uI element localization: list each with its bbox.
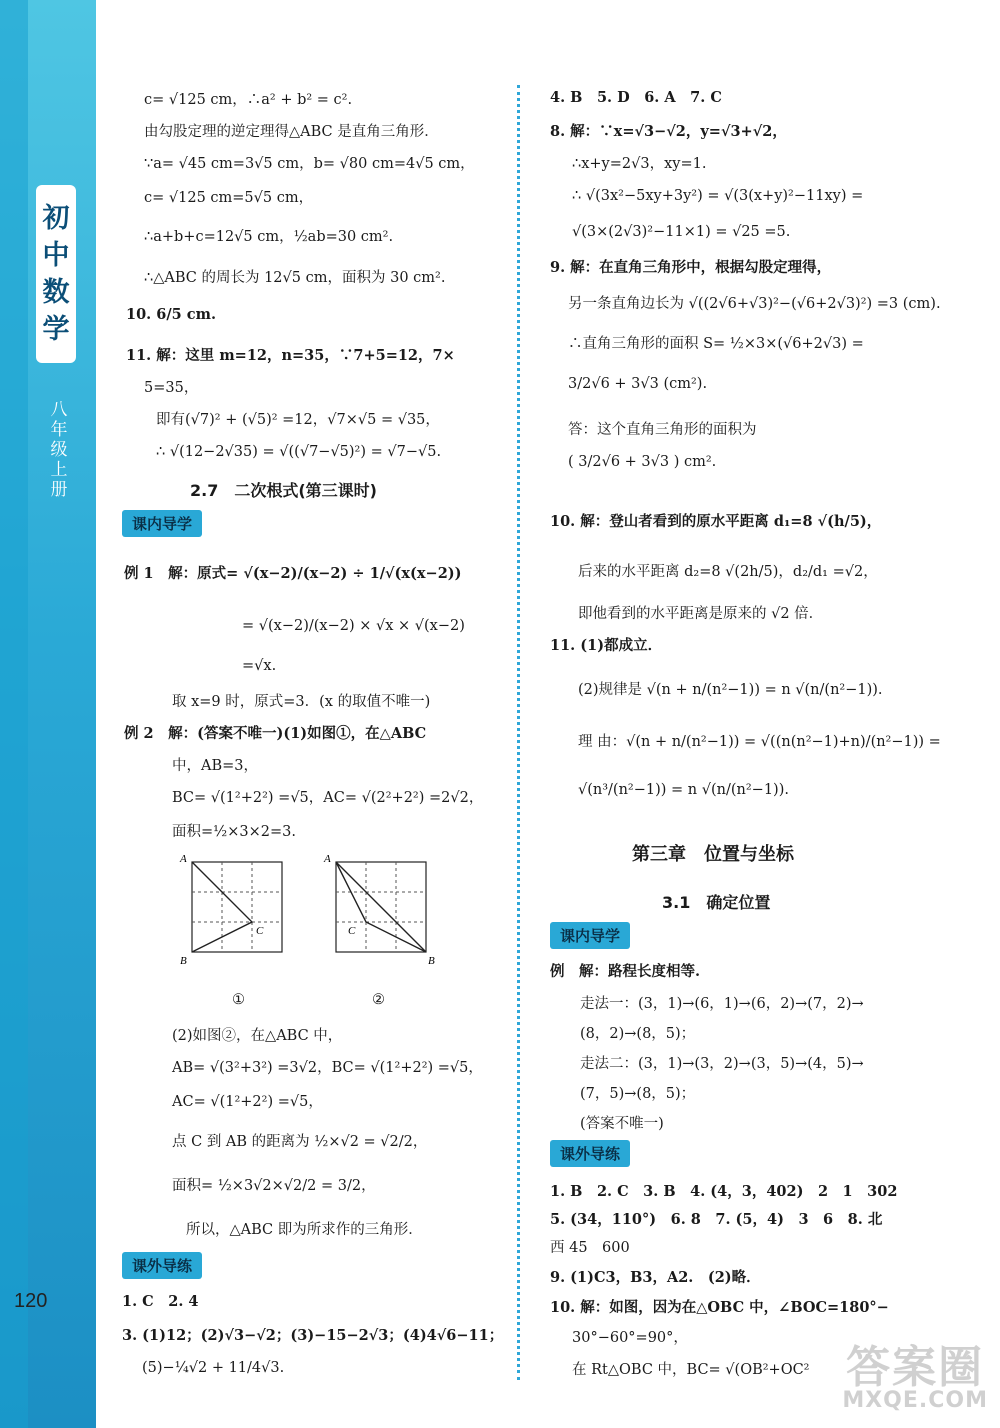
watermark-top: 答案圈 [846,1342,985,1393]
text-line: (答案不唯一) [580,1116,664,1132]
text-line: 点 C 到 AB 的距离为 ½×√2 = √2/2， [172,1134,428,1150]
text-line: AB= √(3²+3²) =3√2，BC= √(1²+2²) =√5， [172,1060,483,1076]
text-line: 即有(√7)² + (√5)² =12，√7×√5 = √35， [156,412,440,428]
text-line: ∴直角三角形的面积 S= ½×3×(√6+2√3) = [568,336,864,352]
text-line: ∴△ABC 的周长为 12√5 cm，面积为 30 cm². [144,270,446,286]
watermark-logo [842,1342,988,1413]
grid-figures [176,852,446,992]
subject-char: 初 [42,203,70,234]
answer-line: 西 45 600 [550,1240,630,1256]
example-1: 例 1 解：原式= √(x−2)/(x−2) ÷ 1/√(x(x−2)) [124,565,462,582]
question-10: 10. 6/5 cm. [126,306,217,323]
text-line: (8，2)→(8，5)； [580,1026,696,1042]
text-line: 中，AB=3， [172,758,259,774]
figure-caption: ① [232,992,245,1008]
text-line: (7，5)→(8，5)； [580,1086,696,1102]
svg-text:B: B [180,955,187,967]
text-line: =√x. [242,658,277,674]
svg-text:B: B [428,955,435,967]
grade-label [46,400,72,500]
text-line: 理 由：√(n + n/(n²−1)) = √((n(n²−1)+n)/(n²−1)) = [578,734,941,750]
chapter-title: 第三章 位置与坐标 [632,844,794,865]
question-10: 10. 解：登山者看到的原水平距离 d₁=8 √(h/5)， [550,513,882,530]
column-divider [517,85,520,1380]
example-line: 例 解：路程长度相等. [550,963,701,980]
sidebar-stripe [0,0,28,1428]
figure-2 [323,853,435,967]
text-line: 3/2√6 + 3√3 (cm²). [568,376,708,392]
section-badge: 课内导学 [550,922,630,949]
svg-text:C: C [348,925,356,937]
subject-tab [36,185,76,363]
subject-char: 中 [42,240,70,271]
text-line: 后来的水平距离 d₂=8 √(2h/5)，d₂/d₁ =√2， [578,564,878,580]
page-number: 120 [14,1290,48,1312]
watermark-bottom: MXQE.COM [842,1388,988,1413]
text-line: 即他看到的水平距离是原来的 √2 倍． [578,606,824,622]
question-9: 9. 解：在直角三角形中，根据勾股定理得， [550,259,832,276]
text-line: BC= √(1²+2²) =√5，AC= √(2²+2²) =2√2， [172,790,484,806]
svg-text:A: A [324,853,331,865]
text-line: ∴a+b+c=12√5 cm，½ab=30 cm². [144,229,394,245]
answer-line: 1. C 2. 4 [122,1293,199,1310]
grade-char: 上 [50,460,68,480]
text-line: c= √125 cm=5√5 cm， [144,190,314,206]
section-title: 2.7 二次根式(第三课时) [190,481,377,500]
subject-char: 学 [42,314,70,345]
text-line: ∴x+y=2√3，xy=1. [572,156,707,172]
section-badge: 课外导练 [550,1140,630,1167]
text-line: √(n³/(n²−1)) = n √(n/(n²−1)). [578,782,789,798]
text-line: 走法二：(3，1)→(3，2)→(3，5)→(4，5)→ [580,1056,864,1072]
answer-line: (5)−¼√2 + 11/4√3. [142,1360,285,1376]
question-11: 11. 解：这里 m=12，n=35，∵7+5=12，7× [126,347,455,364]
text-line: (2)规律是 √(n + n/(n²−1)) = n √(n/(n²−1)). [578,682,883,698]
grade-char: 级 [50,440,68,460]
text-line: 走法一：(3，1)→(6，1)→(6，2)→(7，2)→ [580,996,864,1012]
grade-char: 八 [50,400,68,420]
text-line: = √(x−2)/(x−2) × √x × √(x−2) [242,618,465,634]
example-2: 例 2 解：(答案不唯一)(1)如图①，在△ABC [124,725,427,742]
text-line: 面积= ½×3√2×√2/2 = 3/2， [172,1178,376,1194]
answer-line: 1. B 2. C 3. B 4. (4，3，402) 2 1 302 [550,1183,898,1200]
text-line: 取 x=9 时，原式=3．(x 的取值不唯一) [172,694,431,710]
svg-text:C: C [256,925,264,937]
sidebar-band [0,0,96,1428]
question-11: 11. (1)都成立． [550,637,663,654]
text-line: ∴ √(3x²−5xy+3y²) = √(3(x+y)²−11xy) = [572,188,864,204]
grade-char: 年 [50,420,68,440]
text-line: ( 3/2√6 + 3√3 ) cm². [568,454,717,470]
text-line: 另一条直角边长为 √((2√6+√3)²−(√6+2√3)²) =3 (cm). [568,296,941,312]
text-line: (2)如图②，在△ABC 中， [172,1028,343,1044]
text-line: √(3×(2√3)²−11×1) = √25 =5. [572,224,791,240]
figure-1 [179,853,282,967]
grade-char: 册 [50,480,68,500]
text-line: ∴ √(12−2√35) = √((√7−√5)²) = √7−√5. [156,444,442,460]
answer-line: 10. 解：如图，因为在△OBC 中，∠BOC=180°− [550,1299,889,1316]
text-line: c= √125 cm，∴a² + b² = c². [144,92,353,108]
text-line: ∵a= √45 cm=3√5 cm，b= √80 cm=4√5 cm， [144,156,475,172]
text-line: 面积=½×3×2=3. [172,824,296,840]
text-line: 5=35， [144,380,199,396]
question-8: 8. 解：∵x=√3−√2，y=√3+√2， [550,123,787,140]
svg-text:A: A [180,853,187,865]
text-line: 在 Rt△OBC 中，BC= √(OB²+OC² [572,1362,810,1378]
text-line: 答：这个直角三角形的面积为 [568,422,757,438]
answer-line: 5. (34，110°) 6. 8 7. (5，4) 3 6 8. 北 [550,1211,883,1228]
section-badge: 课内导学 [122,510,202,537]
answer-line: 3. (1)12；(2)√3−√2；(3)−15−2√3；(4)4√6−11； [122,1327,504,1344]
answer-line: 4. B 5. D 6. A 7. C [550,89,722,106]
figure-caption: ② [372,992,385,1008]
section-badge: 课外导练 [122,1252,202,1279]
text-line: 由勾股定理的逆定理得△ABC 是直角三角形． [144,124,439,140]
text-line: AC= √(1²+2²) =√5， [172,1094,323,1110]
subject-char: 数 [42,277,70,308]
section-title: 3.1 确定位置 [662,893,771,912]
text-line: 30°−60°=90°， [572,1330,688,1346]
text-line: 所以，△ABC 即为所求作的三角形． [186,1222,423,1238]
answer-line: 9. (1)C3，B3，A2. (2)略． [550,1269,761,1286]
